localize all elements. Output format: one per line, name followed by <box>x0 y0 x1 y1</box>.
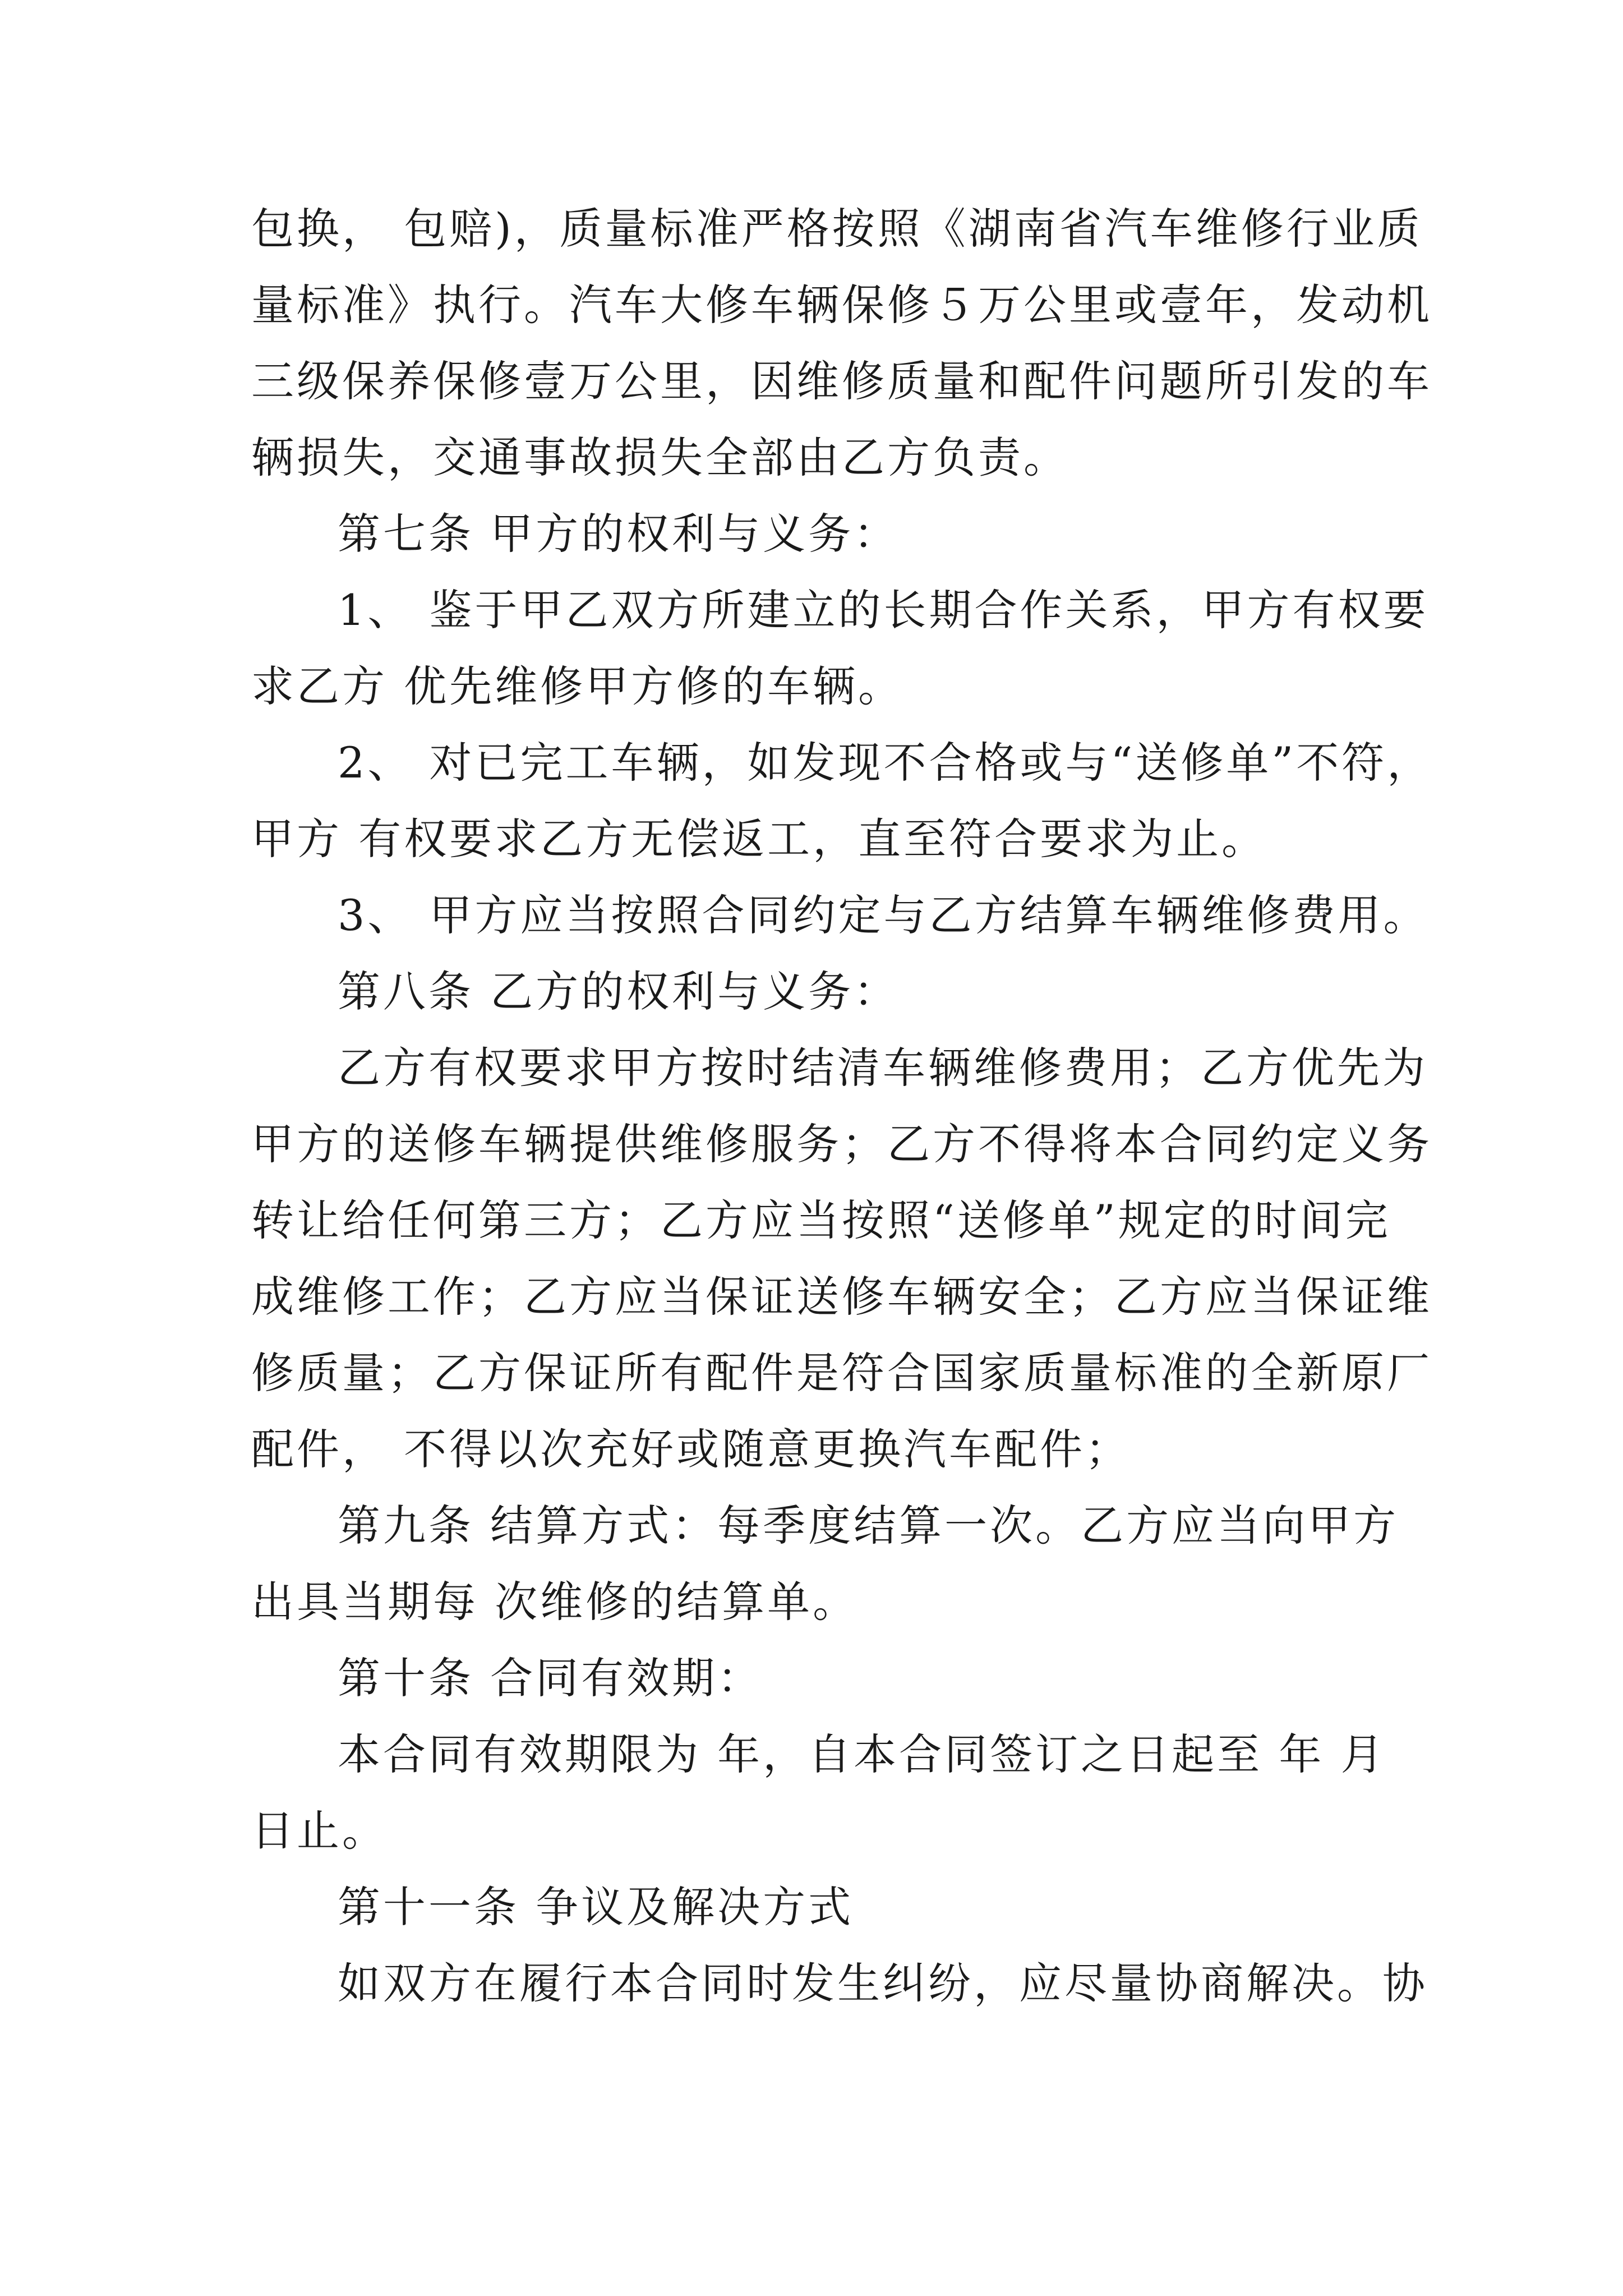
contract-text <box>251 191 1433 2022</box>
article-heading: 第九条 结算方式：每季度结算一次。乙方应当向甲方 <box>338 1501 1399 1550</box>
text-line: 求乙方 优先维修甲方修的车辆。 <box>251 661 904 711</box>
text-line: 成维修工作；乙方应当保证送修车辆安全；乙方应当保证维 <box>251 1272 1432 1322</box>
article-heading: 第十条 合同有效期： <box>338 1653 763 1703</box>
text-line: 辆损失，交通事故损失全部由乙方负责。 <box>251 432 1069 482</box>
text-line: 包换， 包赔)，质量标准严格按照《湖南省汽车维修行业质 <box>251 204 1423 254</box>
article-heading: 第十一条 争议及解决方式 <box>338 1882 854 1932</box>
text-line: 1、 鉴于甲乙双方所建立的长期合作关系，甲方有权要 <box>338 585 1429 635</box>
text-line: 如双方在履行本合同时发生纠纷，应尽量协商解决。协 <box>338 1958 1428 2008</box>
text-line: 甲方 有权要求乙方无偿返工，直至符合要求为止。 <box>251 814 1267 864</box>
text-line: 本合同有效期限为 年，自本合同签订之日起至 年 月 <box>338 1729 1386 1779</box>
text-line: 量标准》执行。汽车大修车辆保修５万公里或壹年，发动机 <box>251 280 1432 330</box>
article-heading: 第七条 甲方的权利与义务： <box>338 509 900 559</box>
text-line: 甲方的送修车辆提供维修服务；乙方不得将本合同约定义务 <box>251 1119 1432 1169</box>
article-heading: 第八条 乙方的权利与义务： <box>338 967 900 1016</box>
text-line: 出具当期每 次维修的结算单。 <box>251 1577 859 1627</box>
text-line: 乙方有权要求甲方按时结清车辆维修费用；乙方优先为 <box>338 1043 1428 1093</box>
text-line: 2、 对已完工车辆，如发现不合格或与“送修单”不符， <box>338 738 1433 788</box>
text-line: 3、 甲方应当按照合同约定与乙方结算车辆维修费用。 <box>338 890 1429 940</box>
text-line: 修质量；乙方保证所有配件是符合国家质量标准的全新原厂 <box>251 1348 1432 1398</box>
text-line: 日止。 <box>251 1806 388 1856</box>
text-line: 转让给任何第三方；乙方应当按照“送修单”规定的时间完 <box>251 1195 1391 1245</box>
text-line: 三级保养保修壹万公里，因维修质量和配件问题所引发的车 <box>251 356 1432 406</box>
text-line: 配件， 不得以次充好或随意更换汽车配件； <box>251 1424 1131 1474</box>
